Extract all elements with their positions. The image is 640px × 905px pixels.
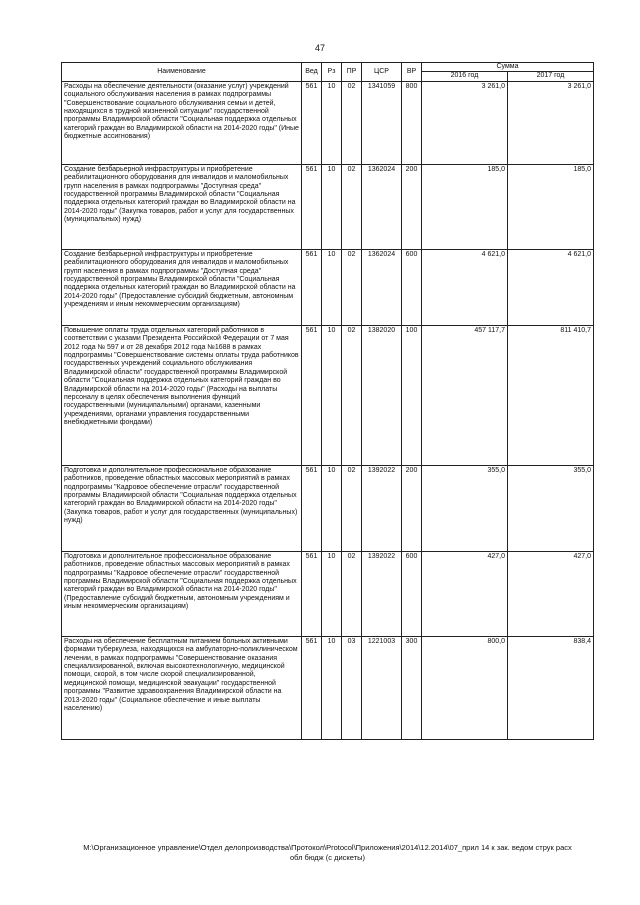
row-ved: 561	[302, 636, 322, 739]
row-csr: 1382020	[362, 325, 402, 465]
row-pr: 02	[342, 325, 362, 465]
row-sum-2016: 4 621,0	[422, 249, 508, 325]
header-ved: Вед	[302, 63, 322, 82]
row-vr: 600	[402, 249, 422, 325]
row-rz: 10	[322, 465, 342, 551]
row-ved: 561	[302, 551, 322, 636]
row-sum-2016: 355,0	[422, 465, 508, 551]
header-csr: ЦСР	[362, 63, 402, 82]
row-name: Повышение оплаты труда отдельных категорий работников в соответствии с указами Президента Российской Федерации от 7 мая 2012 года № 597 и от 28 декабря 2012 года №1688 в рамках подпрограммы "Совершенствование системы оплаты труда работников государственных учреждений социального обслуживания Владимирской области" государственной программы Владимирской области "Социальная поддержка отдельных категорий граждан во Владимирской области на 2014-2020 годы" (Расходы на выплаты персоналу в целях обеспечения выполнения функций государственными (муниципальными) органами, казенными учреждениями, органами управления государственными внебюджетными фондами)	[62, 325, 302, 465]
row-sum-2016: 457 117,7	[422, 325, 508, 465]
row-vr: 800	[402, 81, 422, 164]
header-pr: ПР	[342, 63, 362, 82]
row-rz: 10	[322, 636, 342, 739]
footer-line-1: M:\Организационное управление\Отдел делопроизводства\Протокол\Protocol\Приложения\2014\12.2014\07_прил 14 к зак. ведом струк расх	[83, 843, 572, 852]
row-csr: 1392022	[362, 551, 402, 636]
row-name: Создание безбарьерной инфраструктуры и приобретение реабилитационного оборудования для инвалидов и маломобильных групп населения в рамках подпрограммы "Доступная среда" государственной программы Владимирской области "Социальная поддержка отдельных категорий граждан во Владимирской области на 2014-2020 годы" (Предоставление субсидий бюджетным, автономным учреждениям и иным некоммерческим организациям)	[62, 249, 302, 325]
table-row	[62, 81, 594, 164]
table-row	[62, 325, 594, 465]
header-vr: ВР	[402, 63, 422, 82]
footer-line-2: обл бюдж (с дискеты)	[289, 852, 366, 862]
table-row	[62, 249, 594, 325]
row-pr: 02	[342, 465, 362, 551]
row-rz: 10	[322, 551, 342, 636]
page-number: 47	[314, 43, 325, 53]
row-pr: 02	[342, 249, 362, 325]
row-name: Расходы на обеспечение бесплатным питанием больных активными формами туберкулеза, находящихся на амбулаторно-поликлиническом лечении, в рамках подпрограммы "Совершенствование оказания специализированной, включая высокотехнологичную, медицинской помощи, скорой, в том числе скорой специализированной, медицинской помощи, медицинской эвакуации" государственной программы "Развитие здравоохранения Владимирской области на 2013-2020 годы" (Социальное обеспечение и иные выплаты населению)	[62, 636, 302, 739]
row-pr: 03	[342, 636, 362, 739]
row-sum-2016: 3 261,0	[422, 81, 508, 164]
row-vr: 300	[402, 636, 422, 739]
header-name: Наименование	[62, 63, 302, 82]
row-pr: 02	[342, 551, 362, 636]
row-csr: 1362024	[362, 164, 402, 249]
header-year-2017: 2017 год	[508, 72, 594, 81]
row-ved: 561	[302, 325, 322, 465]
row-sum-2017: 4 621,0	[508, 249, 594, 325]
row-name: Подготовка и дополнительное профессиональное образование работников, проведение областных массовых мероприятий в рамках подпрограммы "Кадровое обеспечение отрасли" государственной программы Владимирской области "Социальная поддержка отдельных категорий граждан во Владимирской области на 2014-2020 годы" (Закупка товаров, работ и услуг для государственных (муниципальных) нужд)	[62, 465, 302, 551]
row-vr: 200	[402, 164, 422, 249]
row-ved: 561	[302, 465, 322, 551]
row-name: Подготовка и дополнительное профессиональное образование работников, проведение областных массовых мероприятий в рамках подпрограммы "Кадровое обеспечение отрасли" государственной программы Владимирской области "Социальная поддержка отдельных категорий граждан во Владимирской области на 2014-2020 годы" (Предоставление субсидий бюджетным, автономным учреждениям и иным некоммерческим организациям)	[62, 551, 302, 636]
row-ved: 561	[302, 164, 322, 249]
file-path-footer	[20, 843, 635, 862]
row-sum-2017: 355,0	[508, 465, 594, 551]
row-ved: 561	[302, 81, 322, 164]
budget-table	[61, 62, 594, 740]
row-sum-2017: 838,4	[508, 636, 594, 739]
row-csr: 1341059	[362, 81, 402, 164]
header-rz: Рз	[322, 63, 342, 82]
row-rz: 10	[322, 164, 342, 249]
table-header-row	[62, 63, 594, 72]
row-rz: 10	[322, 249, 342, 325]
table-row	[62, 465, 594, 551]
row-csr: 1221003	[362, 636, 402, 739]
row-name: Расходы на обеспечение деятельности (оказание услуг) учреждений социального обслуживания населения в рамках подпрограммы "Совершенствование социального обслуживания семьи и детей, находящихся в трудной жизненной ситуации" государственной программы Владимирской области "Социальная поддержка отдельных категорий граждан во Владимирской области на 2014-2020 годы" (Иные бюджетные ассигнования)	[62, 81, 302, 164]
row-sum-2016: 800,0	[422, 636, 508, 739]
row-pr: 02	[342, 164, 362, 249]
row-sum-2017: 3 261,0	[508, 81, 594, 164]
row-csr: 1362024	[362, 249, 402, 325]
table-row	[62, 636, 594, 739]
row-pr: 02	[342, 81, 362, 164]
row-rz: 10	[322, 81, 342, 164]
row-sum-2017: 811 410,7	[508, 325, 594, 465]
row-csr: 1392022	[362, 465, 402, 551]
row-ved: 561	[302, 249, 322, 325]
row-vr: 200	[402, 465, 422, 551]
row-rz: 10	[322, 325, 342, 465]
header-year-2016: 2016 год	[422, 72, 508, 81]
row-name: Создание безбарьерной инфраструктуры и приобретение реабилитационного оборудования для инвалидов и маломобильных групп населения в рамках подпрограммы "Доступная среда" государственной программы Владимирской области "Социальная поддержка отдельных категорий граждан во Владимирской области на 2014-2020 годы" (Закупка товаров, работ и услуг для государственных (муниципальных) нужд)	[62, 164, 302, 249]
table-row	[62, 551, 594, 636]
row-sum-2017: 427,0	[508, 551, 594, 636]
table-row	[62, 164, 594, 249]
row-vr: 600	[402, 551, 422, 636]
row-sum-2017: 185,0	[508, 164, 594, 249]
row-sum-2016: 185,0	[422, 164, 508, 249]
row-vr: 100	[402, 325, 422, 465]
header-sum: Сумма	[422, 63, 594, 72]
row-sum-2016: 427,0	[422, 551, 508, 636]
